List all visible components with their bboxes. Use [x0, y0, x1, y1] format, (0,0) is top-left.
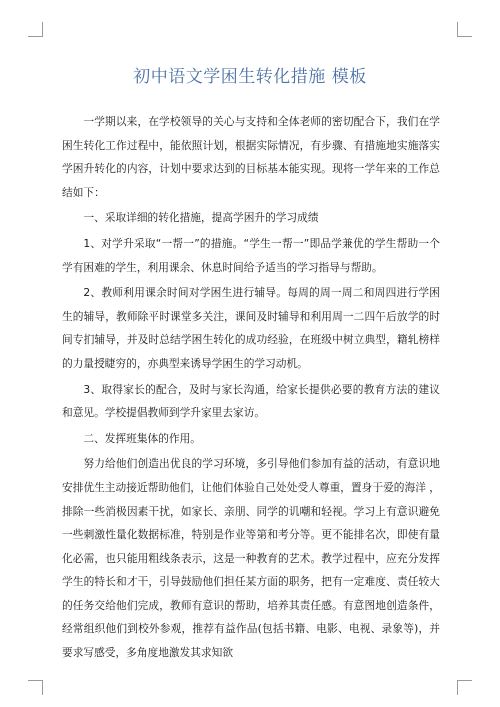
crop-mark-top-left [28, 22, 43, 37]
paragraph-item-2: 2、教师利用课余时间对学困生进行辅导。每周的周一周二和周四进行学困生的辅导，教师除平时课堂多关注，课间及时辅导和利用周一二四午后放学的时间专扪辅导，并及时总结学困生转化的成功经验，在班级中树立典型，籍轧榜样的力量授睫穷的，亦典型来诱导学困生的学习动机。 [62, 286, 440, 370]
document-body [62, 110, 440, 667]
document-title: 初中语文学困生转化措施 模板 [133, 67, 367, 87]
paragraph-class-role: 努力给他们创造出优良的学习环境，多引导他们参加有益的活动，有意识地安排优生主动接近帮助他们，让他们体验自己处处受人尊重，置身于爱的海洋 ，排除一些消极因素干扰，如家长、亲朋、同学的讥嘲和轻视。学习上有意识避免一些刺激性量化数据标准，特别是作业等第和考分等。更不能排名次，即使有量化必需，也只能用粗线条表示，这是一种教育的艺术。教学过程中，应充分发挥学生的特长和才干，引导鼓励他们担任某方面的职务，把有一定难度、责任较大的任务交给他们完成，教师有意识的帮助，培养其责任感。有意图地创造条件，经常组织他们到校外参观，推荐有益作品(包括书籍、电影、电视、录象等)，并要求写感受，多角度地激发其求知欲 [62, 457, 440, 660]
paragraph-item-3: 3、取得家长的配合，及时与家长沟通，给家长提供必要的教育方法的建议和意见。学校提倡教师到学升家里去家访。 [62, 382, 440, 420]
paragraph-intro: 一学期以来，在学校领导的关心与支持和全体老师的密切配合下，我们在学困生转化工作过程中，能依照计划，根据实际情况，有步骤、有措施地实施落实学困升转化的内容，计划中要求达到的目标基本能实现。现将一学年来的工作总结如下： [62, 115, 440, 199]
crop-mark-top-right [457, 22, 472, 37]
section-heading-1: 一、采取详细的转化措施，提高学困升的学习成绩 [83, 211, 319, 225]
crop-mark-bottom-left [28, 680, 43, 695]
crop-mark-bottom-right [457, 680, 472, 695]
paragraph-item-1: 1、对学升采取“一帮一”的措施。“学生一帮一”即品学兼优的学生帮助一个学有困难的学生，利用课余、休息时间给予适当的学习指导与帮助。 [62, 236, 440, 274]
section-heading-2: 二、发挥班集体的作用。 [83, 431, 201, 445]
